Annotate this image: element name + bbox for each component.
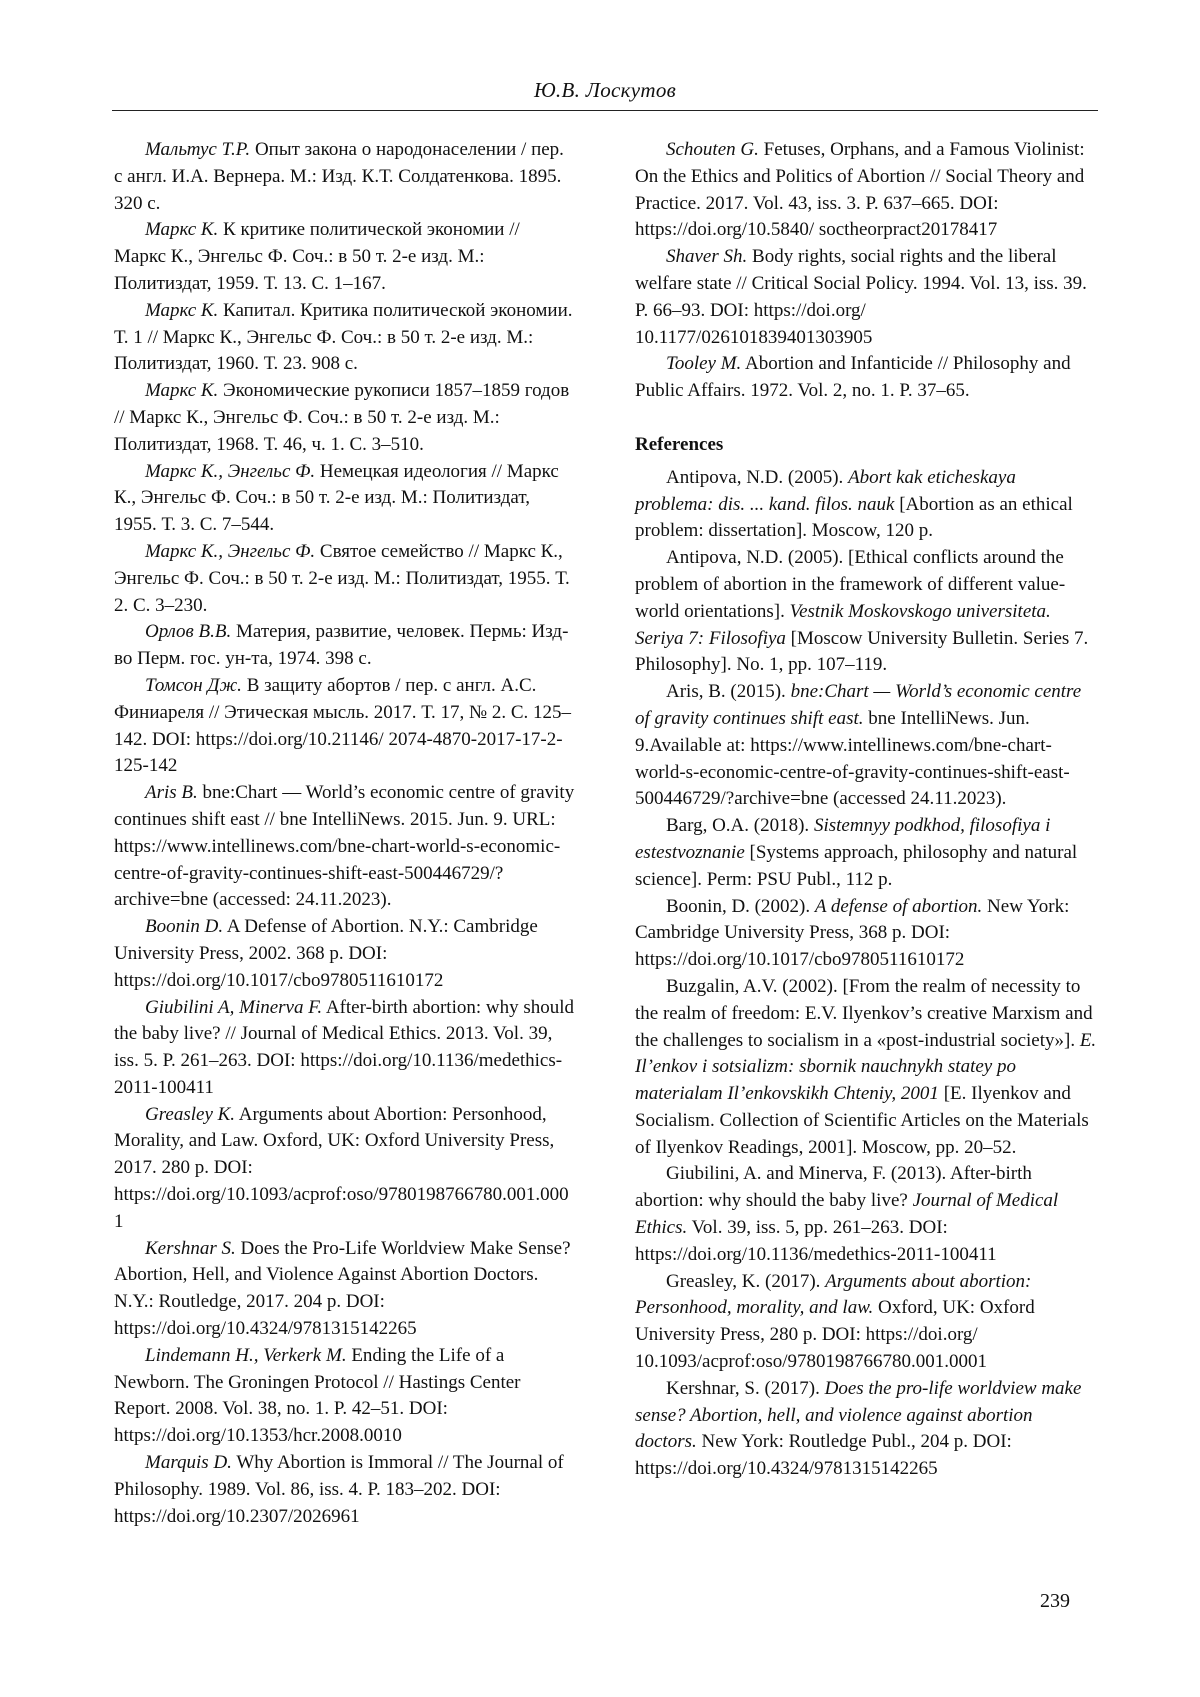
reference-text: Экономические рукописи 1857–1859 годов // Маркс К., Энгельс Ф. Соч.: в 50 т. 2-е изд. М.: Политиздат, 1968. Т. 46, ч. 1. С. 3–510. [114, 380, 570, 455]
reference-text: Abortion and Infanticide // Philosophy and Public Affairs. 1972. Vol. 2, no. 1. P. 37–65. [635, 353, 1071, 402]
reference-source: Does the pro-life worldview make sense? Abortion, hell, and violence against abortion doctors. [635, 1377, 1082, 1453]
reference-author: Орлов В.В. [145, 621, 232, 643]
reference-item [114, 1236, 576, 1343]
reference-item [114, 298, 576, 378]
reference-author: Lindemann H., Verkerk M. [145, 1344, 347, 1366]
reference-item [635, 679, 1097, 813]
reference-text: Ending the Life of a Newborn. The Groningen Protocol // Hastings Center Report. 2008. Vol. 38, no. 1. P. 42–51. DOI: https://doi.org/10.1353/hcr.2008.0010 [114, 1344, 521, 1447]
reference-author: Томсон Дж. [145, 674, 242, 696]
reference-text: Немецкая идеология // Маркс К., Энгельс Ф. Соч.: в 50 т. 2-е изд. М.: Политиздат, 1955. Т. 3. С. 7–544. [114, 460, 559, 536]
right-column [635, 137, 1097, 1483]
reference-text: [Systems approach, philosophy and natural science]. Perm: PSU Publ., 112 p. [635, 841, 1078, 890]
reference-text: [Moscow University Bulletin. Series 7. Philosophy]. No. 1, pp. 107–119. [635, 627, 1089, 676]
reference-item [114, 1450, 576, 1530]
running-header: Ю.В. Лоскутов [533, 78, 677, 102]
reference-item [114, 1102, 576, 1236]
reference-text: Kershnar, S. (2017). [666, 1377, 825, 1399]
reference-author: Tooley M. [666, 353, 742, 375]
reference-item [114, 673, 576, 780]
reference-item [114, 217, 576, 297]
reference-source: A defense of abortion. [814, 895, 983, 917]
reference-source: Arguments about abortion: Personhood, morality, and law. [635, 1270, 1032, 1319]
reference-item [114, 1343, 576, 1450]
reference-text: After-birth abortion: why should the baby live? // Journal of Medical Ethics. 2013. Vol. 39, iss. 5. P. 261–263. DOI: https://doi.org/10.1136/medethics-2011-100411 [114, 996, 575, 1098]
reference-item [114, 137, 576, 217]
reference-item [635, 974, 1097, 1162]
reference-author: Маркс К. [145, 299, 219, 321]
reference-text: [Abortion as an ethical problem: dissertation]. Moscow, 120 p. [635, 493, 1073, 542]
reference-text: Does the Pro-Life Worldview Make Sense? Abortion, Hell, and Violence Against Abortion Doctors. N.Y.: Routledge, 2017. 204 p. DOI: https://doi.org/10.4324/9781315142265 [114, 1237, 571, 1340]
reference-author: Маркс К., Энгельс Ф. [145, 460, 316, 482]
reference-text: Fetuses, Orphans, and a Famous Violinist: On the Ethics and Politics of Abortion // Social Theory and Practice. 2017. Vol. 43, iss. 3. P. 637–665. DOI: https://doi.org/10.5840/ soctheorpract20178417 [635, 139, 1085, 241]
left-column [114, 137, 576, 1530]
reference-item [635, 137, 1097, 244]
reference-author: Shaver Sh. [666, 246, 748, 268]
page-number: 239 [1040, 1590, 1070, 1612]
reference-text: К критике политической экономии // Маркс К., Энгельс Ф. Соч.: в 50 т. 2-е изд. М.: Политиздат, 1959. Т. 13. С. 1–167. [114, 219, 520, 294]
reference-text: В защиту абортов / пер. с англ. А.С. Финиареля // Этическая мысль. 2017. Т. 17, № 2. С. 125–142. DOI: https://doi.org/10.21146/ 2074-4870-2017-17-2-125-142 [114, 674, 572, 777]
reference-item [635, 1376, 1097, 1483]
reference-text: New York: Routledge Publ., 204 p. DOI: https://doi.org/10.4324/9781315142265 [635, 1431, 1012, 1480]
reference-item [114, 780, 576, 914]
reference-text: [E. Ilyenkov and Socialism. Collection of Scientific Articles on the Materials of Ilyenkov Readings, 2001]. Moscow, pp. 20–52. [635, 1083, 1089, 1158]
reference-text: Boonin, D. (2002). [666, 895, 815, 917]
reference-text: Vol. 39, iss. 5, pp. 261–263. DOI: https://doi.org/10.1136/medethics-2011-100411 [635, 1217, 997, 1265]
reference-text: Body rights, social rights and the liberal welfare state // Critical Social Policy. 1994. Vol. 13, iss. 39. P. 66–93. DOI: https://doi.org/ 10.1177/026101839401303905 [635, 246, 1087, 348]
reference-item [114, 914, 576, 994]
reference-item [114, 995, 576, 1102]
reference-item [114, 539, 576, 619]
reference-text: Antipova, N.D. (2005). [666, 466, 849, 488]
reference-item [635, 244, 1097, 351]
reference-item [114, 378, 576, 458]
reference-item [635, 813, 1097, 893]
reference-text: Antipova, N.D. (2005). [Ethical conflicts around the problem of abortion in the framework of different value-world orientations]. [635, 547, 1066, 622]
reference-author: Schouten G. [666, 139, 759, 160]
reference-item [635, 894, 1097, 974]
reference-text: Опыт закона о народонаселении / пер. с англ. И.А. Вернера. М.: Изд. К.Т. Солдатенкова. 1895. 320 с. [114, 139, 564, 214]
reference-item [635, 1269, 1097, 1376]
reference-text: A Defense of Abortion. N.Y.: Cambridge University Press, 2002. 368 p. DOI: https://doi.org/10.1017/cbo9780511610172 [114, 916, 538, 991]
reference-text: Greasley, K. (2017). [666, 1270, 826, 1292]
reference-text: Giubilini, A. and Minerva, F. (2013). After-birth abortion: why should the baby live? [635, 1163, 1032, 1212]
reference-source: bne:Chart — World’s economic centre of gravity continues shift east. [635, 681, 1082, 729]
header-rule [112, 110, 1098, 111]
reference-text: Barg, O.A. (2018). [666, 815, 814, 837]
reference-source: Sistemnyy podkhod, filosofiya i estestvoznanie [635, 815, 1051, 863]
reference-item [114, 459, 576, 539]
reference-author: Boonin D. [145, 916, 224, 938]
reference-author: Kershnar S. [145, 1237, 236, 1259]
reference-item [635, 351, 1097, 405]
reference-text: New York: Cambridge University Press, 368 p. DOI: https://doi.org/10.1017/cbo9780511610172 [635, 895, 1070, 971]
reference-author: Giubilini A, Minerva F. [145, 996, 323, 1018]
reference-text: Buzgalin, A.V. (2002). [From the realm of necessity to the realm of freedom: E.V. Ilyenkov’s creative Marxism and the challenges to socialism in a «post-industrial society»]. [635, 975, 1093, 1051]
references-heading: References [635, 433, 724, 455]
reference-author: Aris B. [145, 782, 198, 804]
reference-item [635, 545, 1097, 679]
reference-source: Journal of Medical Ethics. [635, 1190, 1059, 1239]
reference-source: E. Il’enkov i sotsializm: sbornik nauchnykh statey po materialam Il’enkovskikh Chteniy, 2001 [635, 1029, 1097, 1105]
reference-author: Мальтус Т.Р. [145, 139, 251, 160]
reference-author: Маркс К. [145, 380, 219, 402]
reference-text: Aris, B. (2015). [666, 681, 791, 703]
reference-text: bne IntelliNews. Jun. 9.Available at: https://www.intellinews.com/bne-chart-world-s-economic-centre-of-gravity-continues-shift-east-500446729/?archive=bne (accessed 24.11.2023). [635, 707, 1070, 810]
reference-author: Маркс К., Энгельс Ф. [145, 540, 316, 562]
reference-text: Oxford, UK: Oxford University Press, 280 p. DOI: https://doi.org/ 10.1093/acprof:oso/9780198766780.001.0001 [635, 1297, 1035, 1373]
reference-item [635, 1161, 1097, 1268]
reference-source: Abort kak eticheskaya problema: dis. ... kand. filos. nauk [635, 466, 1016, 515]
reference-text: bne:Chart — World’s economic centre of gravity continues shift east // bne IntelliNews. 2015. Jun. 9. URL: https://www.intellinews.com/bne-chart-world-s-economic-centre-of-gravity-continues-shift-east-500446729/?archive=bne (accessed: 24.11.2023). [114, 782, 575, 911]
reference-text: Материя, развитие, человек. Пермь: Изд-во Перм. гос. ун-та, 1974. 398 с. [114, 621, 569, 670]
reference-text: Капитал. Критика политической экономии. Т. 1 // Маркс К., Энгельс Ф. Соч.: в 50 т. 2-е изд. М.: Политиздат, 1960. Т. 23. 908 с. [114, 299, 573, 375]
reference-author: Маркс К. [145, 219, 219, 241]
reference-text: Arguments about Abortion: Personhood, Morality, and Law. Oxford, UK: Oxford University Press, 2017. 280 p. DOI: https://doi.org/10.1093/acprof:oso/9780198766780.001.0001 [114, 1103, 569, 1232]
reference-text: Святое семейство // Маркс К., Энгельс Ф. Соч.: в 50 т. 2-е изд. М.: Политиздат, 1955. Т. 2. С. 3–230. [114, 540, 570, 616]
reference-author: Greasley K. [145, 1103, 236, 1125]
reference-source: Vestnik Moskovskogo universiteta. Seriya 7: Filosofiya [635, 600, 1051, 649]
reference-item [635, 465, 1097, 545]
reference-author: Marquis D. [145, 1452, 232, 1474]
reference-item [114, 619, 576, 673]
reference-text: Why Abortion is Immoral // The Journal of Philosophy. 1989. Vol. 86, iss. 4. P. 183–202. DOI: https://doi.org/10.2307/2026961 [114, 1452, 564, 1527]
